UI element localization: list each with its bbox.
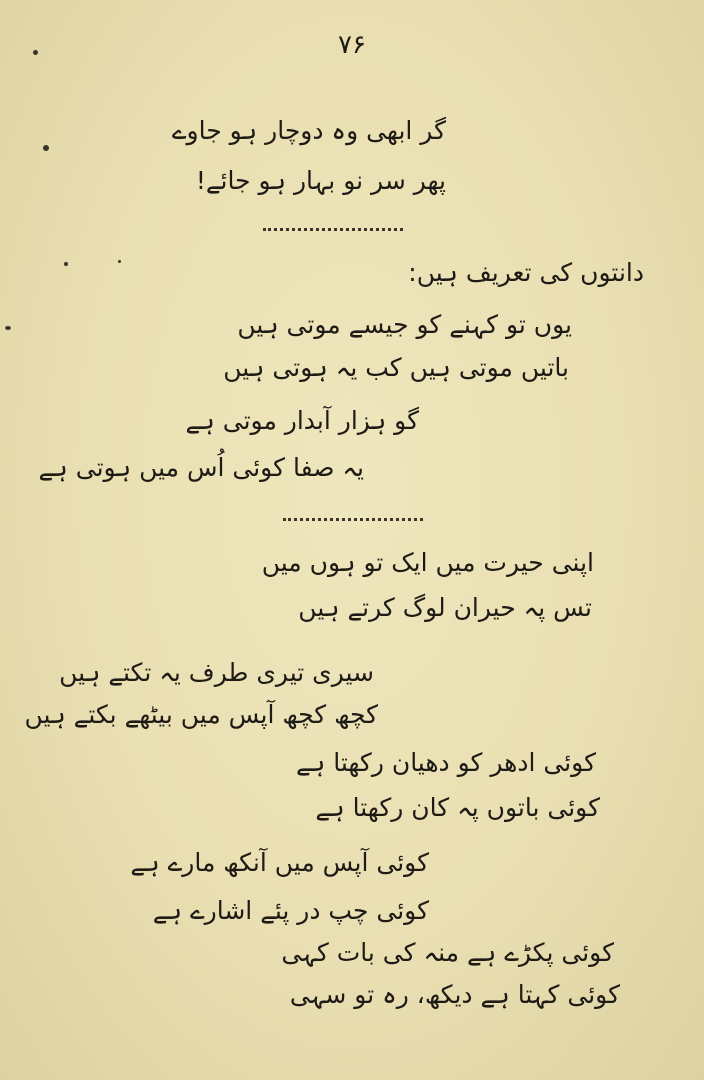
ink-speck — [33, 50, 38, 55]
verse-line: کوئی ادھر کو دھیان رکھتا ہے — [295, 748, 596, 777]
ink-speck — [64, 262, 68, 266]
page-number: ۷۶ — [338, 30, 366, 60]
section-divider — [283, 518, 423, 521]
verse-line: کوئی آپس میں آنکھ مارے ہے — [130, 848, 429, 877]
verse-line: کوئی کہتا ہے دیکھ، رہ تو سہی — [289, 980, 620, 1009]
verse-line: کچھ کچھ آپس میں بیٹھے بکتے ہیں — [24, 700, 378, 729]
verse-line: یوں تو کہنے کو جیسے موتی ہیں — [237, 310, 572, 339]
verse-line: کوئی پکڑے ہے منہ کی بات کہی — [281, 938, 614, 967]
verse-line: تس پہ حیران لوگ کرتے ہیں — [298, 593, 592, 622]
verse-line: گو ہزار آبدار موتی ہے — [185, 406, 419, 435]
verse-line: اپنی حیرت میں ایک تو ہوں میں — [261, 548, 594, 577]
ink-speck — [5, 326, 11, 330]
section-divider — [263, 228, 403, 231]
verse-line: گر ابھی وہ دوچار ہو جاوے — [171, 116, 446, 145]
verse-line: سیری تیری طرف یہ تکتے ہیں — [59, 658, 374, 687]
verse-line: یہ صفا کوئی اُس میں ہوتی ہے — [38, 453, 364, 482]
verse-line: باتیں موتی ہیں کب یہ ہوتی ہیں — [223, 353, 569, 382]
ink-speck — [118, 260, 121, 263]
verse-line: دانتوں کی تعریف ہیں: — [408, 258, 644, 287]
verse-line: کوئی چپ در پئے اشارے ہے — [152, 896, 429, 925]
ink-speck — [43, 145, 49, 151]
verse-line: کوئی باتوں پہ کان رکھتا ہے — [315, 793, 600, 822]
verse-line: پھر سر نو بہار ہو جائے! — [195, 166, 446, 195]
